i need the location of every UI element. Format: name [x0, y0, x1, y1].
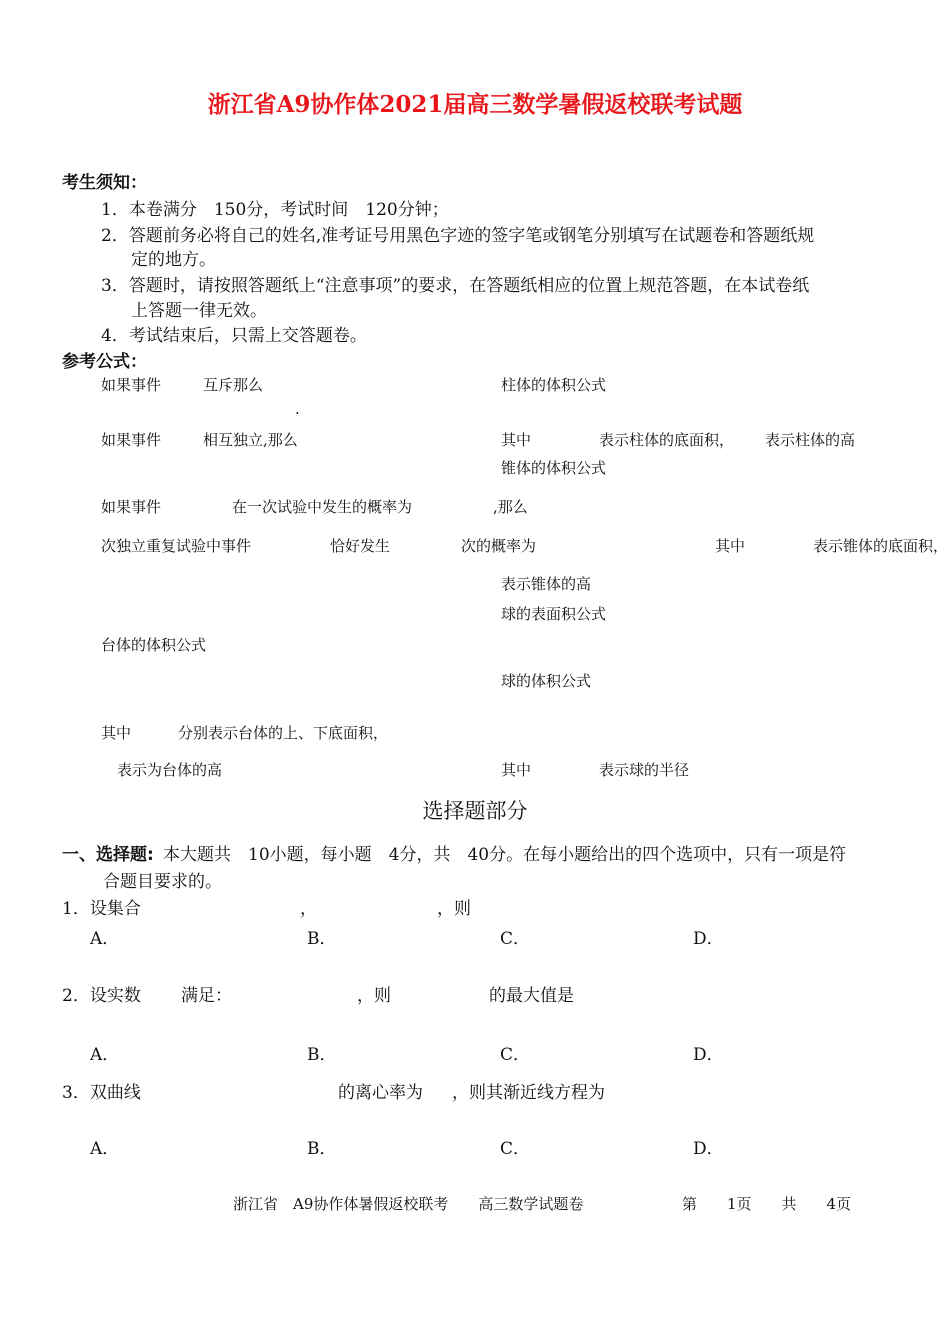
option-a: A． [90, 1139, 120, 1159]
formula-text: 台体的体积公式 [101, 636, 207, 654]
notice-2: 2．答题前务必将自己的姓名,准考证号用黑色字迹的签字笔或钢笔分别填写在试题卷和答题纸规 [101, 226, 815, 246]
notice-3: 3．答题时，请按照答题纸上“注意事项”的要求，在答题纸相应的位置上规范答题，在本试卷纸 [101, 276, 810, 296]
question-1: 1．设集合 [62, 899, 141, 919]
notice-4: 4．考试结束后，只需上交答题卷。 [101, 326, 367, 346]
question-text: ，则 [357, 986, 391, 1006]
formula-text: 在一次试验中发生的概率为 [232, 498, 413, 516]
notice-heading: 考生须知： [62, 173, 147, 193]
option-b: B． [307, 929, 337, 949]
question-3: 3．双曲线 [62, 1083, 141, 1103]
question-text: 的离心率为 [338, 1083, 423, 1103]
formula-text: 恰好发生 [330, 537, 391, 555]
formula-text: 如果事件 [101, 498, 162, 516]
formula-heading: 参考公式： [62, 352, 147, 372]
formula-text: 表示锥体的底面积， [813, 537, 949, 555]
formula-text: 如果事件 [101, 376, 162, 394]
question-text: ， [300, 899, 317, 919]
option-d: D． [693, 1139, 724, 1159]
option-b: B． [307, 1045, 337, 1065]
option-b: B． [307, 1139, 337, 1159]
formula-text: 其中 [501, 431, 532, 449]
formula-text: 表示柱体的高 [765, 431, 856, 449]
option-a: A． [90, 929, 120, 949]
formula-text: ,那么 [493, 498, 528, 516]
option-c: C． [500, 929, 531, 949]
part1-label: 一、选择题: [62, 845, 154, 865]
formula-text: 相互独立,那么 [203, 431, 298, 449]
formula-text: . [295, 400, 300, 418]
question-2: 2．设实数 [62, 986, 141, 1006]
question-text: ，则 [437, 899, 471, 919]
formula-text: 表示锥体的高 [501, 575, 592, 593]
question-text: 满足： [181, 986, 232, 1006]
option-d: D． [693, 929, 724, 949]
part1-text: 本大题共 10小题，每小题 4分，共 40分。在每小题给出的四个选项中，只有一项是符 [163, 845, 847, 865]
formula-text: 其中 [715, 537, 746, 555]
formula-text: 如果事件 [101, 431, 162, 449]
notice-1: 1．本卷满分 150分，考试时间 120分钟； [101, 200, 449, 220]
formula-text: 互斥那么 [203, 376, 264, 394]
formula-text: 分别表示台体的上、下底面积， [178, 724, 389, 742]
formula-text: 表示柱体的底面积， [599, 431, 735, 449]
formula-text: 表示球的半径 [599, 761, 690, 779]
formula-text: 其中 [101, 724, 132, 742]
notice-2-cont: 定的地方。 [131, 250, 216, 270]
formula-text: 表示为台体的高 [117, 761, 223, 779]
formula-text: 次的概率为 [461, 537, 537, 555]
footer-title: 浙江省 A9协作体暑假返校联考 高三数学试题卷 [233, 1195, 584, 1213]
question-text: 的最大值是 [489, 986, 574, 1006]
section-title: 选择题部分 [422, 799, 528, 823]
question-text: ，则其渐近线方程为 [452, 1083, 605, 1103]
footer-page-number: 第 1页 共 4页 [682, 1195, 852, 1213]
formula-text: 次独立重复试验中事件 [101, 537, 252, 555]
formula-text: 球的体积公式 [501, 672, 592, 690]
option-c: C． [500, 1045, 531, 1065]
option-a: A． [90, 1045, 120, 1065]
exam-title: 浙江省A9协作体2021届高三数学暑假返校联考试题 [207, 91, 743, 118]
part1-text-cont: 合题目要求的。 [103, 872, 222, 892]
option-d: D． [693, 1045, 724, 1065]
formula-text: 球的表面积公式 [501, 605, 607, 623]
formula-text: 其中 [501, 761, 532, 779]
notice-3-cont: 上答题一律无效。 [131, 301, 267, 321]
formula-text: 锥体的体积公式 [501, 459, 607, 477]
option-c: C． [500, 1139, 531, 1159]
formula-text: 柱体的体积公式 [501, 376, 607, 394]
